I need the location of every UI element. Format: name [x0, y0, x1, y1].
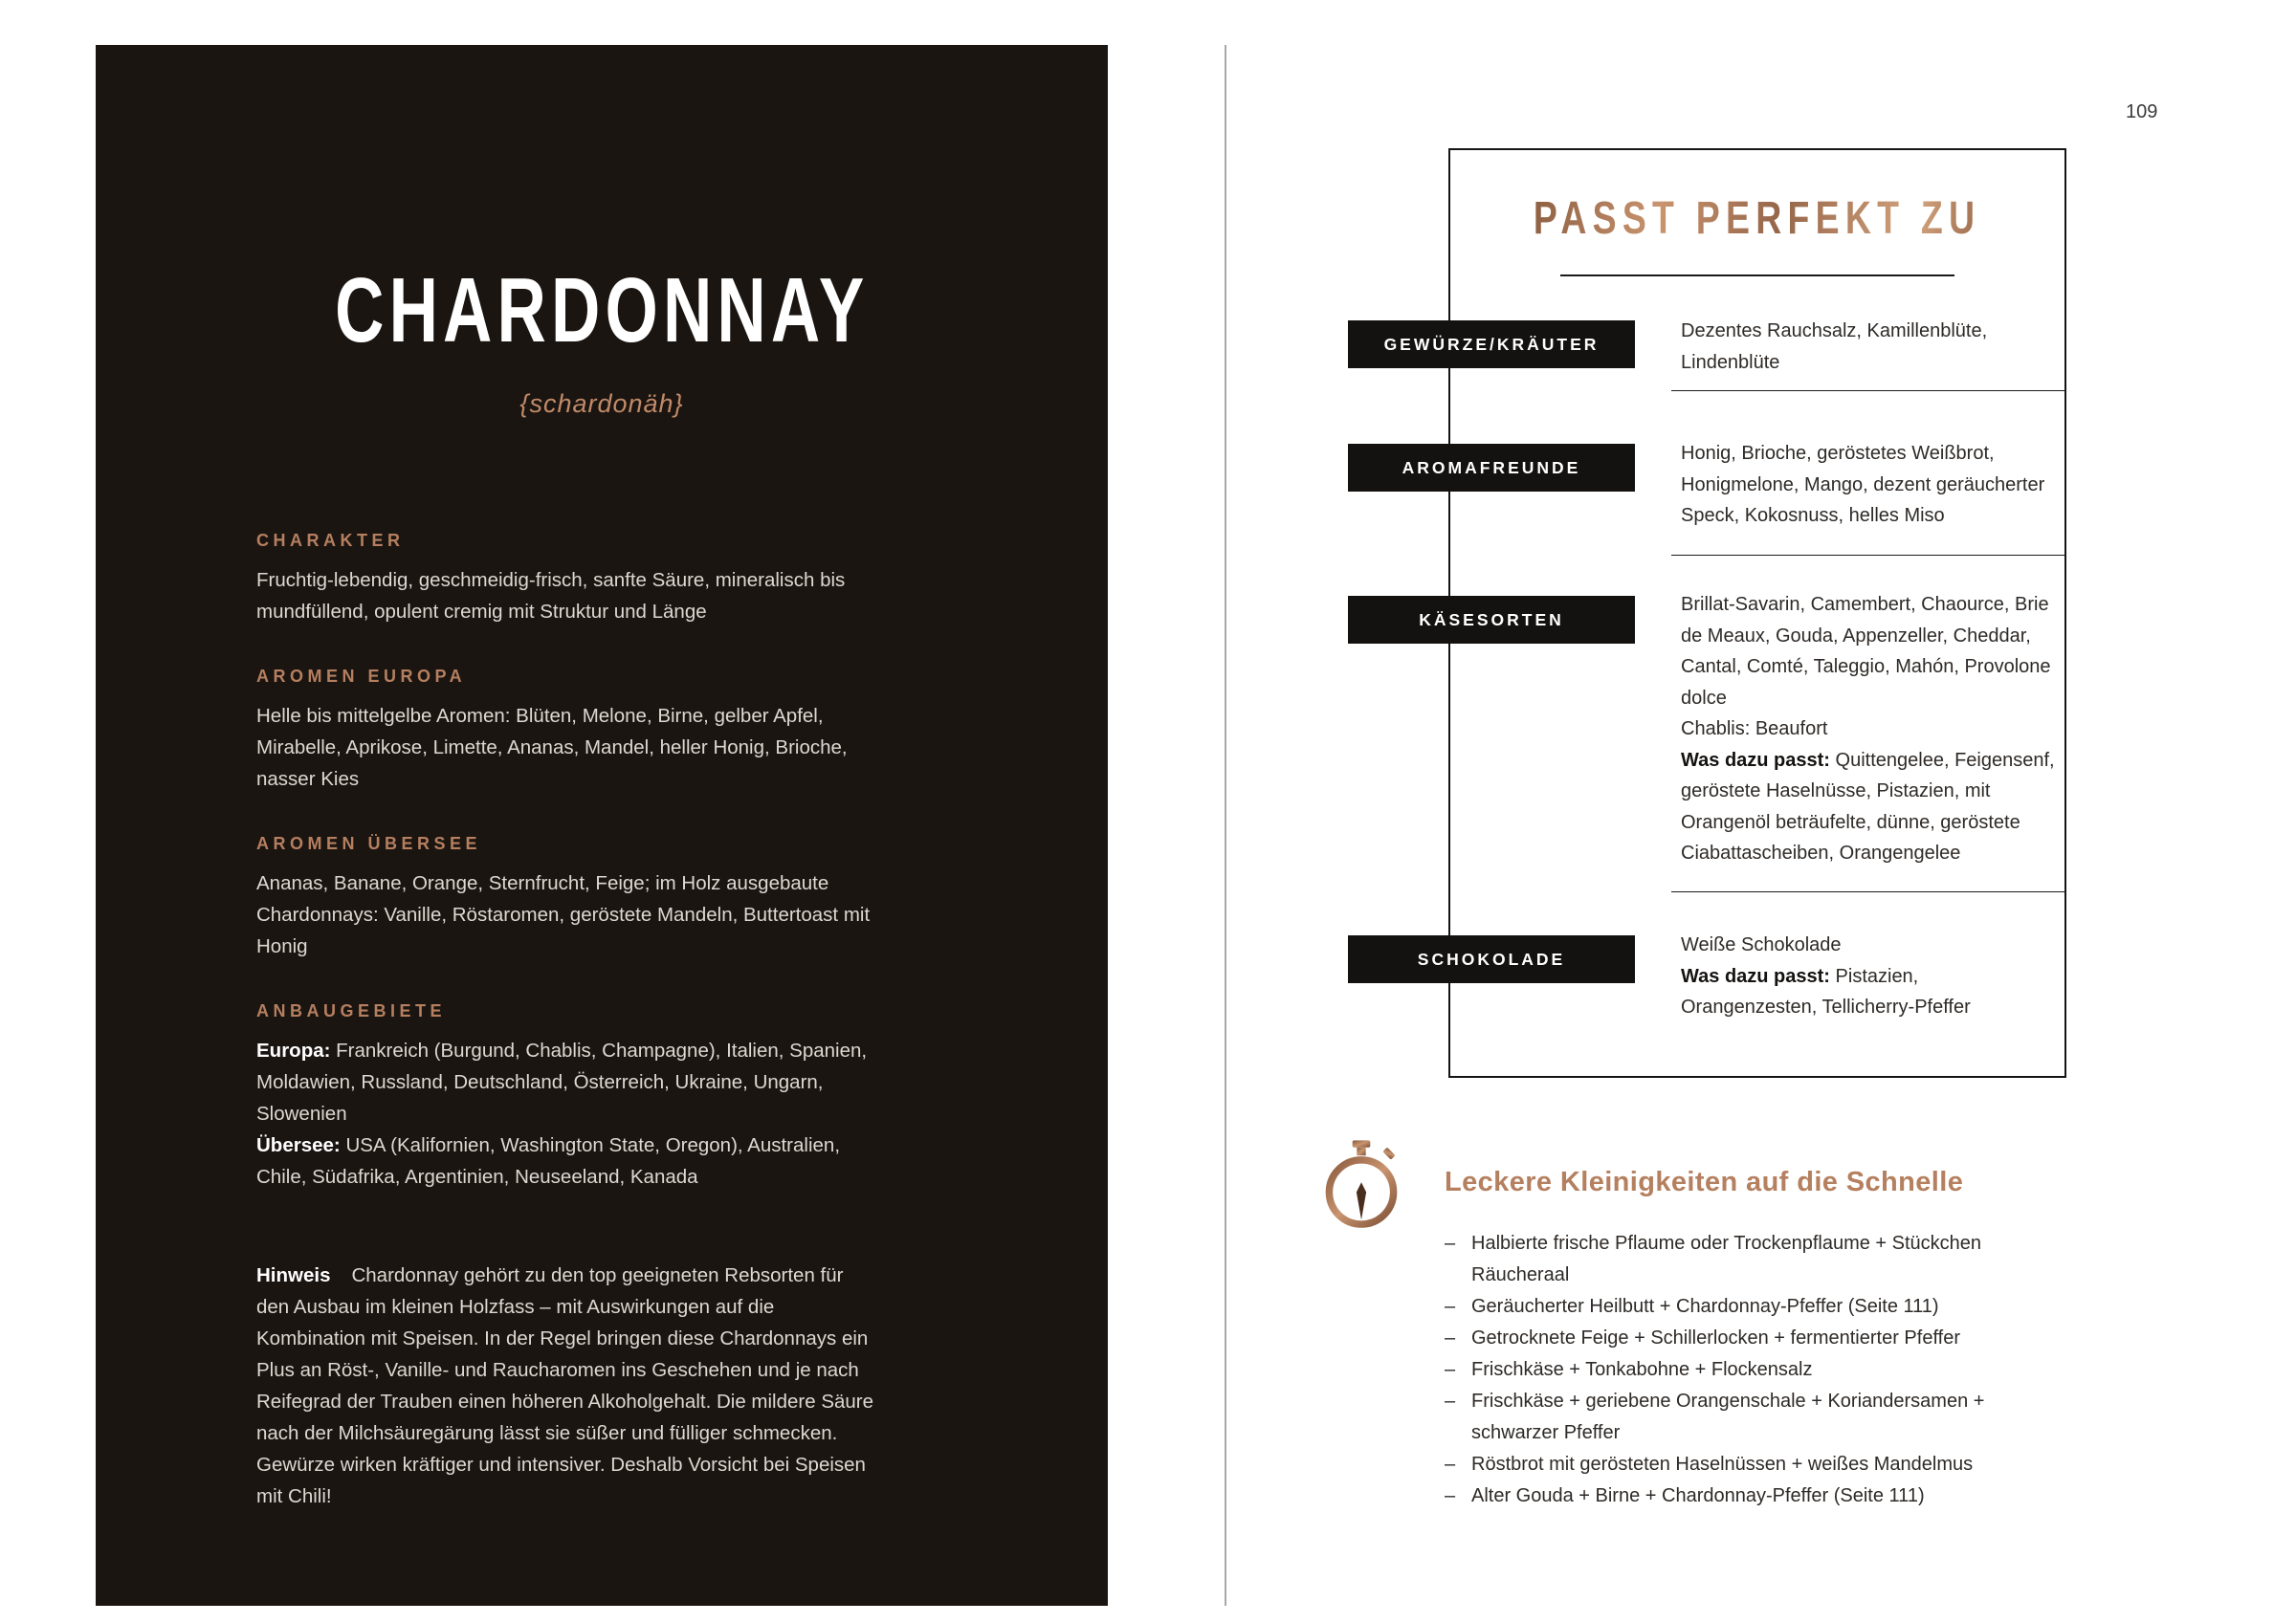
was-dazu-passt-label: Was dazu passt: [1681, 749, 1830, 771]
section-body [256, 1035, 880, 1193]
section-heading: ANBAUGEBIETE [256, 1001, 447, 1020]
list-item: – Getrocknete Feige + Schillerlocken + fermentierter Pfeffer [1445, 1323, 2049, 1354]
schokolade-main: Weiße Schokolade [1681, 934, 1842, 955]
section-body: Helle bis mittelgelbe Aromen: Blüten, Melone, Birne, gelber Apfel, Mirabelle, Aprikose, Limette, Ananas, Mandel, heller Honig, Brioche, nasser Kies [256, 705, 848, 790]
list-item: – Röstbrot mit gerösteten Haselnüssen + weißes Mandelmus [1445, 1449, 2049, 1480]
hinweis-note [256, 1260, 880, 1512]
anbaugebiete-uebersee [256, 1130, 880, 1193]
bullet-dash: – [1445, 1327, 1456, 1349]
wine-title-text: CHARDONNAY [334, 259, 870, 362]
text-aromafreunde: Honig, Brioche, geröstetes Weißbrot, Honigmelone, Mango, dezent geräucherter Speck, Kokosnuss, helles Miso [1681, 443, 2045, 526]
list-item: – Alter Gouda + Birne + Chardonnay-Pfeffer (Seite 111) [1445, 1480, 2049, 1512]
list-item: – Frischkäse + geriebene Orangenschale + Koriandersamen + schwarzer Pfeffer [1445, 1386, 2049, 1449]
uebersee-label: Übersee: [256, 1134, 341, 1156]
anbaugebiete-europa [256, 1035, 880, 1130]
text-gewuerze-kraeuter: Dezentes Rauchsalz, Kamillenblüte, Lindenblüte [1681, 320, 1988, 373]
page-gutter-line [1225, 45, 1226, 1606]
section-aromen-uebersee [256, 835, 880, 962]
was-dazu-passt-label: Was dazu passt: [1681, 965, 1830, 987]
left-text-block [256, 532, 880, 1512]
quick-bites-list [1445, 1228, 2049, 1512]
text-schokolade [1681, 930, 2060, 1023]
bullet-dash: – [1445, 1359, 1456, 1380]
section-body: Fruchtig-lebendig, geschmeidig-frisch, sanfte Säure, mineralisch bis mundfüllend, opulent cremig mit Struktur und Länge [256, 569, 846, 623]
pairing-box-title [1448, 193, 2066, 244]
was-dazu-passt-text: Quittengelee, Feigensenf, geröstete Haselnüsse, Pistazien, mit Orangenöl beträufelte, dünne, geröstete Ciabattascheiben, Orangengelee [1681, 749, 2055, 864]
schokolade-pairs [1681, 961, 2060, 1023]
bullet-dash: – [1445, 1233, 1456, 1254]
uebersee-text: USA (Kalifornien, Washington State, Oregon), Australien, Chile, Südafrika, Argentinien, Neuseeland, Kanada [256, 1134, 841, 1188]
kaese-main: Brillat-Savarin, Camembert, Chaource, Brie de Meaux, Gouda, Appenzeller, Cheddar, Cantal, Comté, Taleggio, Mahón, Provolone dolce [1681, 594, 2051, 709]
list-item: – Geräucherter Heilbutt + Chardonnay-Pfeffer (Seite 111) [1445, 1291, 2049, 1323]
bullet-dash: – [1445, 1296, 1456, 1317]
title-underline [1560, 274, 1954, 276]
bullet-dash: – [1445, 1391, 1456, 1412]
list-item: – Frischkäse + Tonkabohne + Flockensalz [1445, 1354, 2049, 1386]
europa-text: Frankreich (Burgund, Chablis, Champagne), Italien, Spanien, Moldawien, Russland, Deutschland, Österreich, Ukraine, Ungarn, Slowenien [256, 1040, 868, 1125]
europa-label: Europa: [256, 1040, 331, 1062]
bullet-dash: – [1445, 1454, 1456, 1475]
left-page [96, 45, 1108, 1606]
section-charakter [256, 532, 880, 627]
quick-bites-title: Leckere Kleinigkeiten auf die Schnelle [1445, 1167, 1964, 1197]
kaese-subline: Chablis: Beaufort [1681, 718, 1828, 739]
row-separator [1671, 891, 2065, 892]
section-heading: AROMEN ÜBERSEE [256, 834, 482, 853]
row-separator [1671, 390, 2065, 391]
pronunciation: {schardonäh} [519, 389, 684, 418]
label-kaesesorten: KÄSESORTEN [1348, 596, 1635, 644]
label-gewuerze-kraeuter: GEWÜRZE/KRÄUTER [1348, 320, 1635, 368]
hinweis-label: Hinweis [256, 1264, 331, 1286]
section-anbaugebiete [256, 1002, 880, 1193]
stopwatch-icon [1321, 1138, 1402, 1232]
text-kaesesorten [1681, 589, 2060, 869]
pairing-box-title-text: PASST PERFEKT ZU [1534, 193, 1981, 244]
row-separator [1671, 555, 2065, 556]
wine-title [96, 259, 1108, 362]
list-item: – Halbierte frische Pflaume oder Trockenpflaume + Stückchen Räucheraal [1445, 1228, 2049, 1291]
bullet-dash: – [1445, 1485, 1456, 1506]
kaese-pairs [1681, 745, 2060, 869]
hinweis-text: Chardonnay gehört zu den top geeigneten Rebsorten für den Ausbau im kleinen Holzfass – mit Auswirkungen auf die Kombination mit Speisen. In der Regel bringen diese Chardonnays ein Plus an Röst-, Vanille- und Raucharomen ins Geschehen und je nach Reifegrad der Trauben einen höheren Alkoholgehalt. Die mildere Säure nach der Milchsäuregärung lässt sie süßer und fülliger schmecken. Gewürze wirken kräftiger und intensiver. Deshalb Vorsicht bei Speisen mit Chili! [256, 1264, 874, 1507]
page-number: 109 [2126, 101, 2158, 122]
section-heading: CHARAKTER [256, 531, 405, 550]
label-aromafreunde: AROMAFREUNDE [1348, 444, 1635, 492]
section-heading: AROMEN EUROPA [256, 667, 467, 686]
section-aromen-europa [256, 668, 880, 795]
section-body: Ananas, Banane, Orange, Sternfrucht, Feige; im Holz ausgebaute Chardonnays: Vanille, Röstaromen, geröstete Mandeln, Buttertoast mit Honig [256, 872, 871, 957]
label-schokolade: SCHOKOLADE [1348, 935, 1635, 983]
was-dazu-passt-text: Pistazien, Orangenzesten, Tellicherry-Pfeffer [1681, 965, 1971, 1018]
